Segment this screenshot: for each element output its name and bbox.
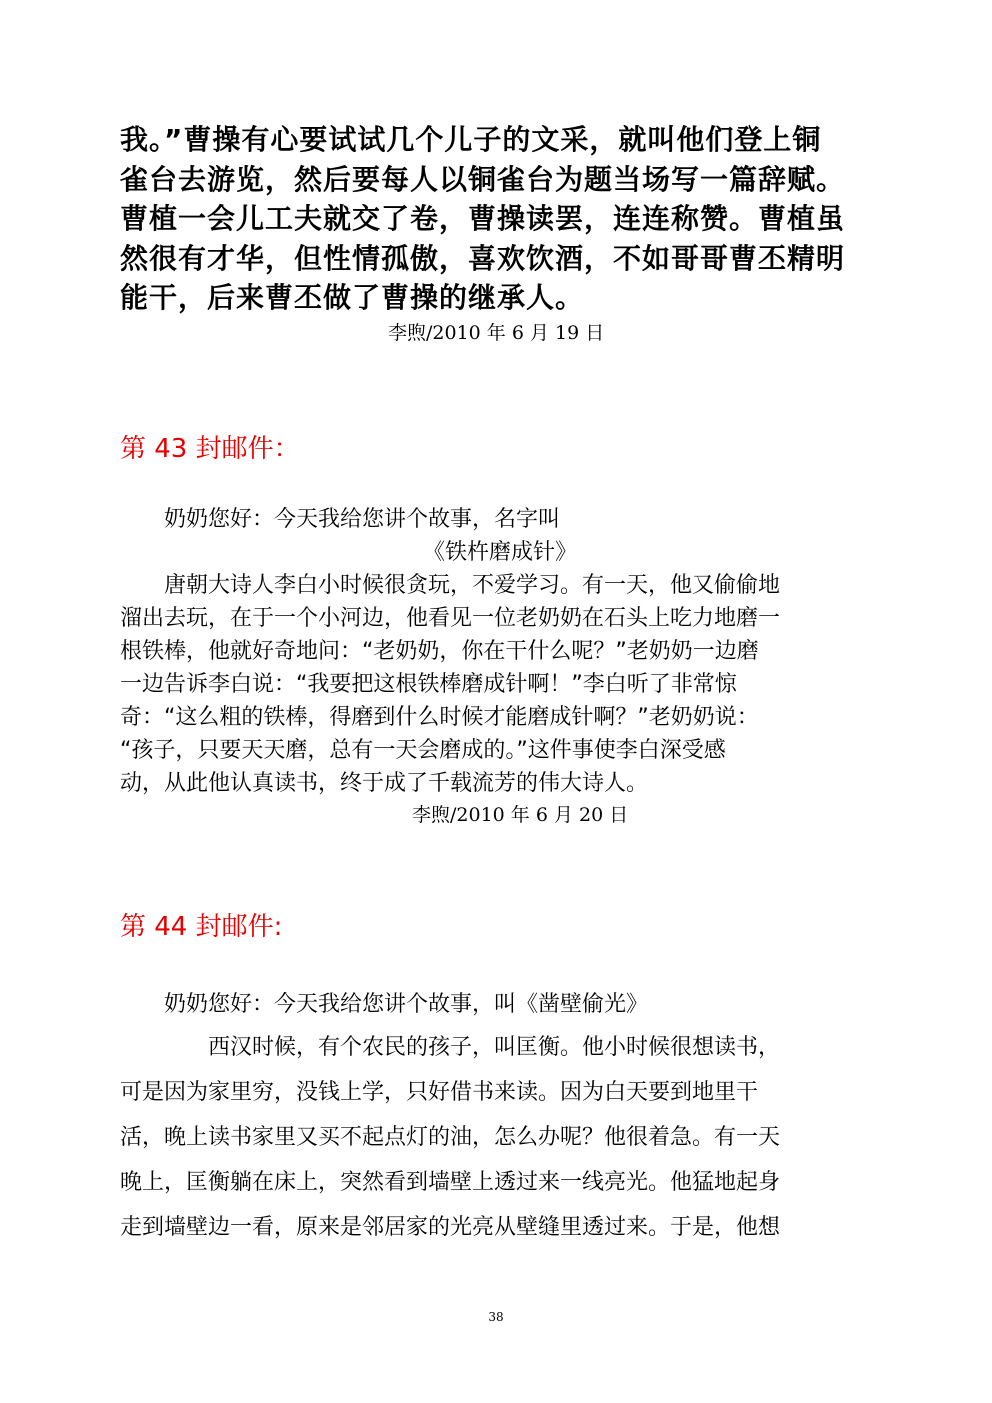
text-line: 西汉时候，有个农民的孩子，叫匡衡。他小时候很想读书，: [208, 1035, 781, 1060]
letter-44-body: [120, 1025, 880, 1250]
text-line: 曹植一会儿工夫就交了卷，曹操读罢，连连称赞。曹植虽: [120, 202, 846, 235]
text-line: 可是因为家里穷，没钱上学，只好借书来读。因为白天要到地里干: [120, 1080, 759, 1105]
letter-43-signature: 李煦/2010 年 6 月 20 日: [412, 804, 629, 826]
text-line: 晚上，匡衡躺在床上，突然看到墙壁上透过来一线亮光。他猛地起身: [120, 1170, 781, 1195]
text-line: 雀台去游览，然后要每人以铜雀台为题当场写一篇辞赋。: [120, 162, 846, 196]
text-line: 溜出去玩，在于一个小河边，他看见一位老奶奶在石头上吃力地磨一: [120, 606, 781, 631]
letter-43-story-title: 《铁杵磨成针》: [422, 540, 577, 565]
text-line: 唐朝大诗人李白小时候很贪玩，不爱学习。有一天，他又偷偷地: [164, 573, 781, 598]
text-line: 能干，后来曹丕做了曹操的继承人。: [120, 281, 585, 314]
text-line: 奇：“这么粗的铁棒，得磨到什么时候才能磨成针啊？”老奶奶说：: [120, 705, 759, 730]
text-line: 根铁棒，他就好奇地问：“老奶奶，你在干什么呢？”老奶奶一边磨: [120, 639, 759, 664]
letter-42-tail-text: [120, 120, 880, 318]
letter-43-heading: 第 43 封邮件：: [120, 434, 300, 464]
letter-43-body: [120, 503, 880, 800]
page-number: 38: [488, 1310, 504, 1324]
text-line: 动，从此他认真读书，终于成了千载流芳的伟大诗人。: [120, 771, 649, 796]
letter-43-greeting: 奶奶您好：今天我给您讲个故事，名字叫: [164, 507, 561, 532]
letter-42-signature: 李煦/2010 年 6 月 19 日: [388, 322, 605, 344]
text-line: 然很有才华，但性情孤傲，喜欢饮酒，不如哥哥曹丕精明: [120, 241, 846, 275]
text-line: 我。”曹操有心要试试几个儿子的文采，就叫他们登上铜: [120, 123, 822, 156]
letter-44-greeting: [120, 988, 880, 1021]
letter-44-heading: 第 44 封邮件:: [120, 912, 283, 942]
letter-44-greeting-text: 奶奶您好：今天我给您讲个故事，叫《凿壁偷光》: [164, 992, 649, 1017]
text-line: 一边告诉李白说：“我要把这根铁棒磨成针啊！”李白听了非常惊: [120, 672, 737, 697]
text-line: 走到墙壁边一看，原来是邻居家的光亮从壁缝里透过来。于是，他想: [120, 1215, 781, 1240]
text-line: 活，晚上读书家里又买不起点灯的油，怎么办呢？他很着急。有一天: [120, 1125, 781, 1150]
text-line: “孩子，只要天天磨，总有一天会磨成的。”这件事使李白深受感: [120, 738, 726, 763]
